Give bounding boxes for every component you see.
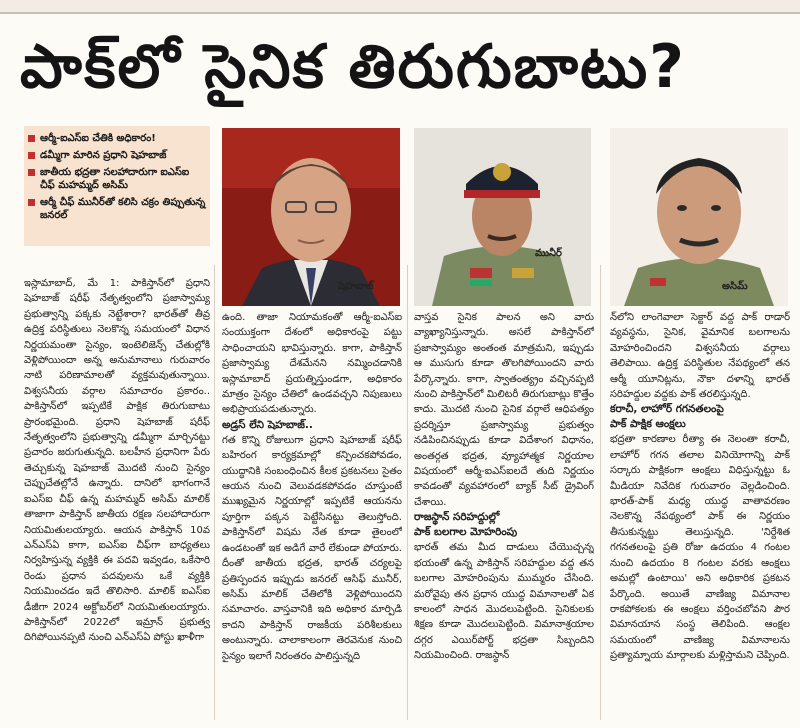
column-divider xyxy=(214,265,215,720)
photo-asim xyxy=(610,128,788,306)
paragraph: వాస్తవ సైనిక పాలన అని వారు వ్యాఖ్యానిస్తున్నారు. అసలే పాకిస్తాన్‌లో ప్రజాస్వామ్యం అంతంత మాత్రమని, ఇప్పుడు ఆ ముసుగు కూడా తొలగిపోయిందని వారు పేర్కొన్నారు. కాగా, స్వాతంత్య్రం వచ్చినప్పటి నుంచి పాకిస్తాన్‌లో మిలిటరీ తిరుగుబాట్లు కొత్తేం కాదు. మొదటి నుంచి సైనిక వర్గాలే ఆధిపత్యం ప్రదర్శిస్తూ ప్రజాస్వామ్య ప్రభుత్వం నడిపించినప్పుడు కూడా విదేశాంగ విధానం, అంతర్గత భద్రత, వ్యూహాత్మక నిర్ణయాల విషయంలో ఆర్మీ-ఐఎస్ఐలదే తుది నిర్ణయం కావడంతో వ్యవహారంలో బ్యాక్ సీట్ డ్రైవింగ్ చేశాయి. xyxy=(414,312,594,508)
photo-caption: మునీర్ xyxy=(535,248,562,259)
paragraph: ఇస్లామాబాద్, మే 1: పాకిస్తాన్‌లో ప్రధాని షెహబాజ్ షరీఫ్ నేతృత్వంలోని ప్రజాస్వామ్య ప్రభుత్వాన్ని పక్కకు నెట్టేశారా? భారత్‌తో తీవ్ర ఉద్రిక్త పరిస్థితులు నెలకొన్న సమయంలో విధాన నిర్ణయమంతా సైన్యం, ఇంటెలిజెన్స్ చేతుల్లోకి వెళ్లిపోయిందా అన్న అనుమానాలు గురువారం నాటి పరిణామాలతో వ్యక్తమవుతున్నాయి. విశ్వసనీయ వర్గాల సమాచారం ప్రకారం.. పాకిస్తాన్‌లో ఇప్పటికే పాక్షిక తిరుగుబాటు ప్రారంభమైంది. ప్రధాని షెహబాజ్ షరీఫ్ నేతృత్వంలోని ప్రభుత్వాన్ని డమ్మీగా మార్చినట్టు ప్రచారం జరుగుతున్నది. బలహీన ప్రధానిగా పేరు తెచ్చుకున్న షెహబాజ్ మొదటి నుంచి సైన్యం చెప్పుచేతల్లోనే ఉన్నారు. దానిలో భాగంగానే ఐఎస్ఐ చీఫ్ ఉన్న మహమ్మద్ అసిమ్ మాలిక్ తాజాగా పాకిస్తాన్ జాతీయ రక్షణ సలహాదారుగా నియమితులయ్యారు. ఆయన పాకిస్తాన్ 10వ ఎన్ఎస్ఏ కాగా, ఐఎస్ఐ చీఫ్‌గా బాధ్యతలు నిర్వహిస్తున్న వ్యక్తికి ఈ పదవి ఇవ్వడం, ఒకేసారి రెండు ప్రధాన పదవులను ఒకే వ్యక్తికి నియమించడం ఇదే తొలిసారి. మాలిక్ ఐఎస్ఐ డీజీగా 2024 అక్టోబర్‌లో నియమితులయ్యారు. పాకిస్తాన్‌లో 2022లో ఇమ్రాన్ ప్రభుత్వ దిగిపోయినప్పటి నుంచి ఎన్ఎస్ఏ పోస్టు ఖాళీగా xyxy=(24,278,210,644)
headline: పాక్‌లో సైనిక తిరుగుబాటు? xyxy=(20,32,686,102)
paragraph: భద్రతా కారణాల రీత్యా ఈ నెలంతా కరాచీ, లాహోర్ గగన తలాల వినియోగాన్ని పాక్ సర్కారు పాక్షికంగా ఆంక్షలు విధిస్తున్నట్టు ఓ మీడియా నివేదిక గురువారం వెల్లడించింది. భారత్-పాక్ మధ్య యుద్ధ వాతావరణం నెలకొన్న నేపథ్యంలో పాక్ ఈ నిర్ణయం తీసుకున్నట్టు తెలుస్తున్నది. 'నిర్దేశిత గగనతలంపై ప్రతి రోజు ఉదయం 4 గంటల నుంచి ఉదయం 8 గంటల వరకు ఆంక్షలు అమల్లో ఉంటాయి' అని అధికారిక ప్రకటన పేర్కొంది. అయితే వాణిజ్య విమానాల రాకపోకలకు ఈ ఆంక్షలు వర్తించబోవని పౌర విమానయాన సంస్థ తెలిపింది. ఆంక్షల సమయంలో వాణిజ్య విమానాలను ప్రత్యామ్నాయ మార్గాలకు మళ్లిస్తామని చెప్పింది. xyxy=(610,434,790,662)
bullet-icon xyxy=(28,135,35,142)
bullet-icon xyxy=(28,169,35,176)
highlight-item: జాతీయ భద్రతా సలహాదారుగా ఐఎస్ఐ చీఫ్ మహమ్మద్ అసిమ్ xyxy=(28,166,206,192)
highlights-box xyxy=(24,126,210,246)
article-column-1 xyxy=(24,276,210,724)
paragraph: భారత్ తమ మీద దాడులు చేయొచ్చన్న భయంతో ఉన్న పాకిస్తాన్ సరిహద్దుల వద్ద తన బలగాల మోహరింపును ముమ్మరం చేసింది. మరోవైపు తన ప్రధాన యుద్ధ విమానాలతో ఏక కాలంలో సాధన మొదలుపెట్టింది. సైనికులకు శిక్షణ కూడా మొదలుపెట్టింది. విమానాశ్రయాల దగ్గర ఎయిర్‌పోర్ట్ భద్రతా సిబ్బందిని నియమించింది. రాజస్థాన్ xyxy=(414,542,594,662)
paragraph: ఉంది. తాజా నియామకంతో ఆర్మీ-ఐఎస్ఐ సంయుక్తంగా దేశంలో అధికారంపై పట్టు సాధించాయని భావిస్తున్నారు. కాగా, పాకిస్తాన్ ప్రజాస్వామ్య దేశమేనని నమ్మించడానికి ఇస్లామాబాద్ ప్రయత్నిస్తుండగా, అధికారం మాత్రం సైన్యం చేతిలో ఉండవచ్చని నిపుణులు అభిప్రాయపడుతున్నారు. xyxy=(222,312,402,416)
subheading: పాక్ పాక్షిక ఆంక్షలు xyxy=(610,418,686,431)
article-column-4 xyxy=(610,310,790,724)
photo-caption: షెహబాజ్ xyxy=(338,281,374,292)
highlight-item: డమ్మీగా మారిన ప్రధాని షెహబాజ్ xyxy=(28,149,206,162)
column-divider xyxy=(407,265,408,720)
subheading: రాజస్థాన్ సరిహద్దుల్లో xyxy=(414,511,500,524)
bullet-icon xyxy=(28,199,35,206)
subheading: పాక్ బలగాల మోహరింపు xyxy=(414,526,518,539)
photo-caption: అసిమ్ xyxy=(722,281,748,292)
top-border xyxy=(0,0,800,14)
column-divider xyxy=(600,265,601,720)
subheading: కరాచీ, లాహోర్ గగనతలంపై xyxy=(610,403,724,416)
paragraph: గత కొన్ని రోజులుగా ప్రధాని షెహబాజ్ షరీఫ్ బహిరంగ కార్యక్రమాల్లో కన్పించకపోవడం, యుద్ధానికి సంబంధించిన కీలక ప్రకటనలు సైతం ఆయన నుంచి వెలువడకపోవడం చూస్తుంటే ముఖ్యమైన నిర్ణయాల్లో ఇప్పటికే ఆయనను పూర్తిగా పక్కన పెట్టేసినట్టు తెలుస్తోంది. పాకిస్తాన్‌లో విషమ నేత కూడా తైలంలో ఉండటంతో ఇక అడిగే వారే లేకుండా పోయారు. దీంతో జాతీయ భద్రత, భారత్ చర్యలపై ప్రతిస్పందన ఇప్పుడు జనరల్ ఆసిఫ్ మునీర్, అసిమ్ మాలిక్‌ చేతిలోకి వెళ్లిపోయిందని సమాచారం. వాస్తవానికి ఇది అధికార మార్పిడి కాదని పాకిస్తాన్ రాజకీయ పరిశీలకులు అంటున్నారు. చాలాకాలంగా తెరవెనుక నుంచి సైన్యం ఇలాగే నిరంతరం పాలిస్తున్నది xyxy=(222,434,402,662)
highlight-item: ఆర్మీ-ఐఎస్ఐ చేతికి అధికారం! xyxy=(28,132,206,145)
article-column-3 xyxy=(414,310,594,724)
paragraph: న్‌లోని లాంగెవాలా సెక్టార్ వద్ద పాక్ రాడార్ వ్యవస్థను, సైనిక, వైమానిక బలగాలను మోహరించిందని విశ్వసనీయ వర్గాలు తెలిపాయి. ఉద్రిక్త పరిస్థితుల నేపథ్యంలో తన ఆర్మీ యూనిట్లను, నౌకా దళాన్ని భారత్ సరిహద్దుల వద్దకు పాక్ తరలిస్తున్నది. xyxy=(610,312,790,401)
photo-munir xyxy=(414,128,591,306)
article-column-2 xyxy=(222,310,402,724)
subheading: అడ్రస్ లేని షెహబాజ్.. xyxy=(222,418,313,431)
highlight-item: ఆర్మీ చీఫ్ మునీర్‌తో కలిసి చక్రం తిప్పుతున్న జనరల్ xyxy=(28,196,206,222)
bullet-icon xyxy=(28,152,35,159)
